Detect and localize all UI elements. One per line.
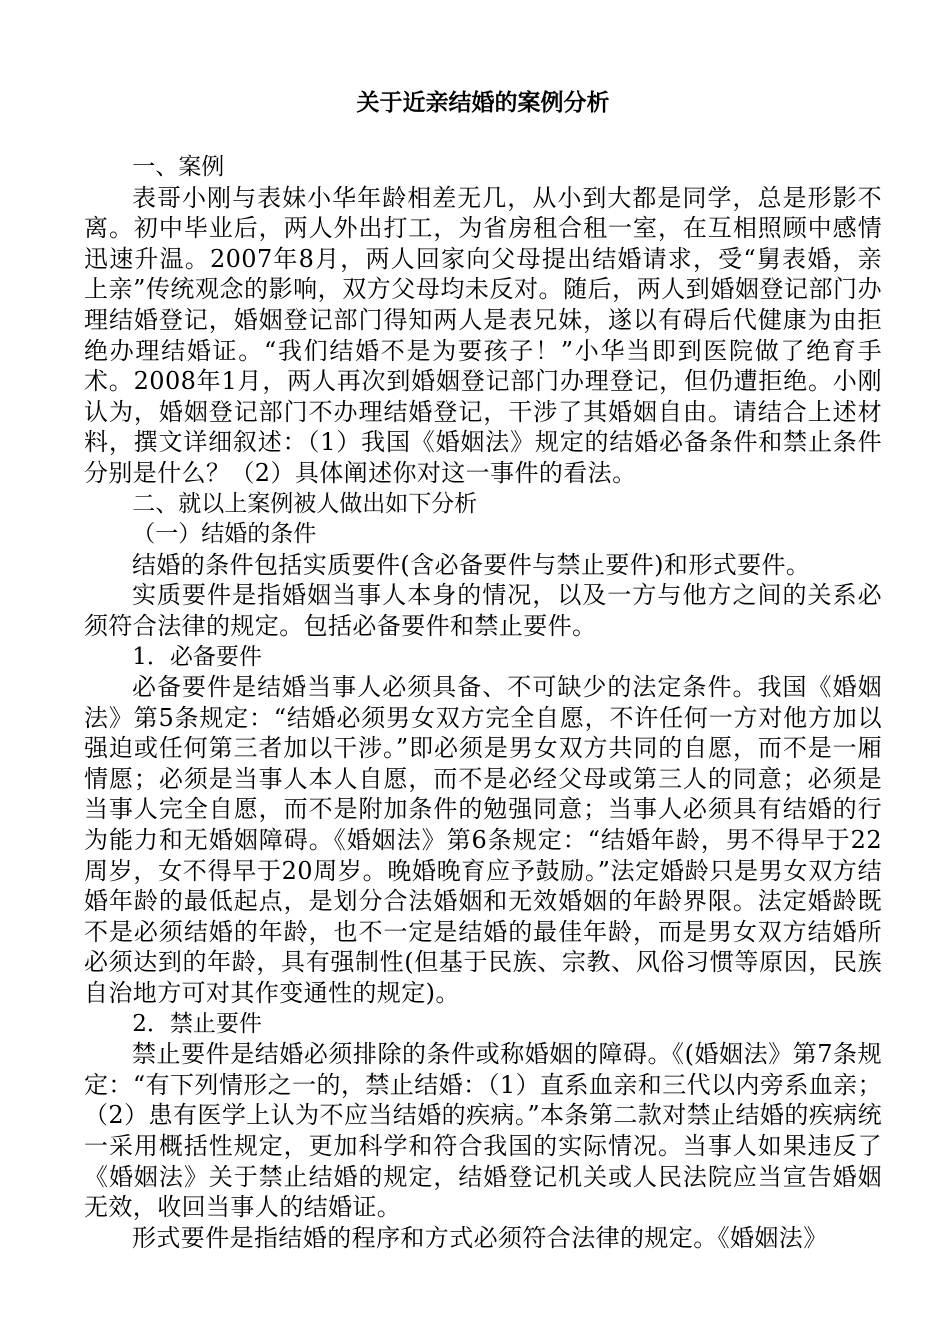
document-title: 关于近亲结婚的案例分析 [356, 90, 610, 116]
subsection-heading-conditions: （一）结婚的条件 [132, 521, 317, 548]
paragraph-formal-requirements: 形式要件是指结婚的程序和方式必须符合法律的规定。《婚姻法》 [132, 1223, 828, 1252]
document-page [84, 86, 882, 1253]
section-heading-analysis: 二、就以上案例被人做出如下分析 [132, 490, 478, 517]
paragraph-case-description: 表哥小刚与表妹小华年龄相差无几，从小到大都是同学，总是形影不离。初中毕业后，两人外出打工，为省房租合租一室，在互相照顾中感情迅速升温。2007年8月，两人回家向父母提出结婚请求，受“舅表婚，亲上亲”传统观念的影响，双方父母均未反对。随后，两人到婚姻登记部门办理结婚登记，婚姻登记部门得知两人是表兄妹，遂以有碍后代健康为由拒绝办理结婚证。“我们结婚不是为要孩子！”小华当即到医院做了绝育手术。2008年1月，两人再次到婚姻登记部门办理登记，但仍遭拒绝。小刚认为，婚姻登记部门不办理结婚登记，干涉了其婚姻自由。请结合上述材料，撰文详细叙述：（1）我国《婚姻法》规定的结婚必备条件和禁止条件分别是什么？（2）具体阐述你对这一事件的看法。 [84, 183, 882, 487]
title-spacer [84, 120, 882, 152]
paragraph-required-elements: 必备要件是结婚当事人必须具备、不可缺少的法定条件。我国《婚姻法》第5条规定：“结婚必须男女双方完全自愿，不许任何一方对他方加以强迫或任何第三者加以干涉。”即必须是男女双方共同的自愿，而不是一厢情愿；必须是当事人本人自愿，而不是必经父母或第三人的同意；必须是当事人完全自愿，而不是附加条件的勉强同意；当事人必须具有结婚的行为能力和无婚姻障碍。《婚姻法》第6条规定：“结婚年龄，男不得早于22周岁，女不得早于20周岁。晚婚晚育应予鼓励。”法定婚龄只是男女双方结婚年龄的最低起点，是划分合法婚姻和无效婚姻的年龄界限。法定婚龄既不是必须结婚的年龄，也不一定是结婚的最佳年龄，而是男女双方结婚所必须达到的年龄，具有强制性(但基于民族、宗教、风俗习惯等原因，民族自治地方可对其作变通性的规定)。 [84, 673, 882, 1008]
paragraph-prohibited-elements: 禁止要件是结婚必须排除的条件或称婚姻的障碍。《(婚姻法》第7条规定：“有下列情形之一的，禁止结婚：（1）直系血亲和三代以内旁系血亲；（2）患有医学上认为不应当结婚的疾病。”本条第二款对禁止结婚的疾病统一采用概括性规定，更加科学和符合我国的实际情况。当事人如果违反了《婚姻法》关于禁止结婚的规定，结婚登记机关或人民法院应当宣告婚姻无效，收回当事人的结婚证。 [84, 1040, 882, 1222]
subsection-heading-required: 1．必备要件 [132, 643, 262, 670]
paragraph-substantive-requirements: 实质要件是指婚姻当事人本身的情况，以及一方与他方之间的关系必须符合法律的规定。包括必备要件和禁止要件。 [84, 581, 882, 640]
subsection-heading-prohibited: 2．禁止要件 [132, 1010, 262, 1037]
section-heading-case: 一、案例 [132, 154, 225, 180]
paragraph-conditions-overview: 结婚的条件包括实质要件(含必备要件与禁止要件)和形式要件。 [132, 550, 811, 579]
